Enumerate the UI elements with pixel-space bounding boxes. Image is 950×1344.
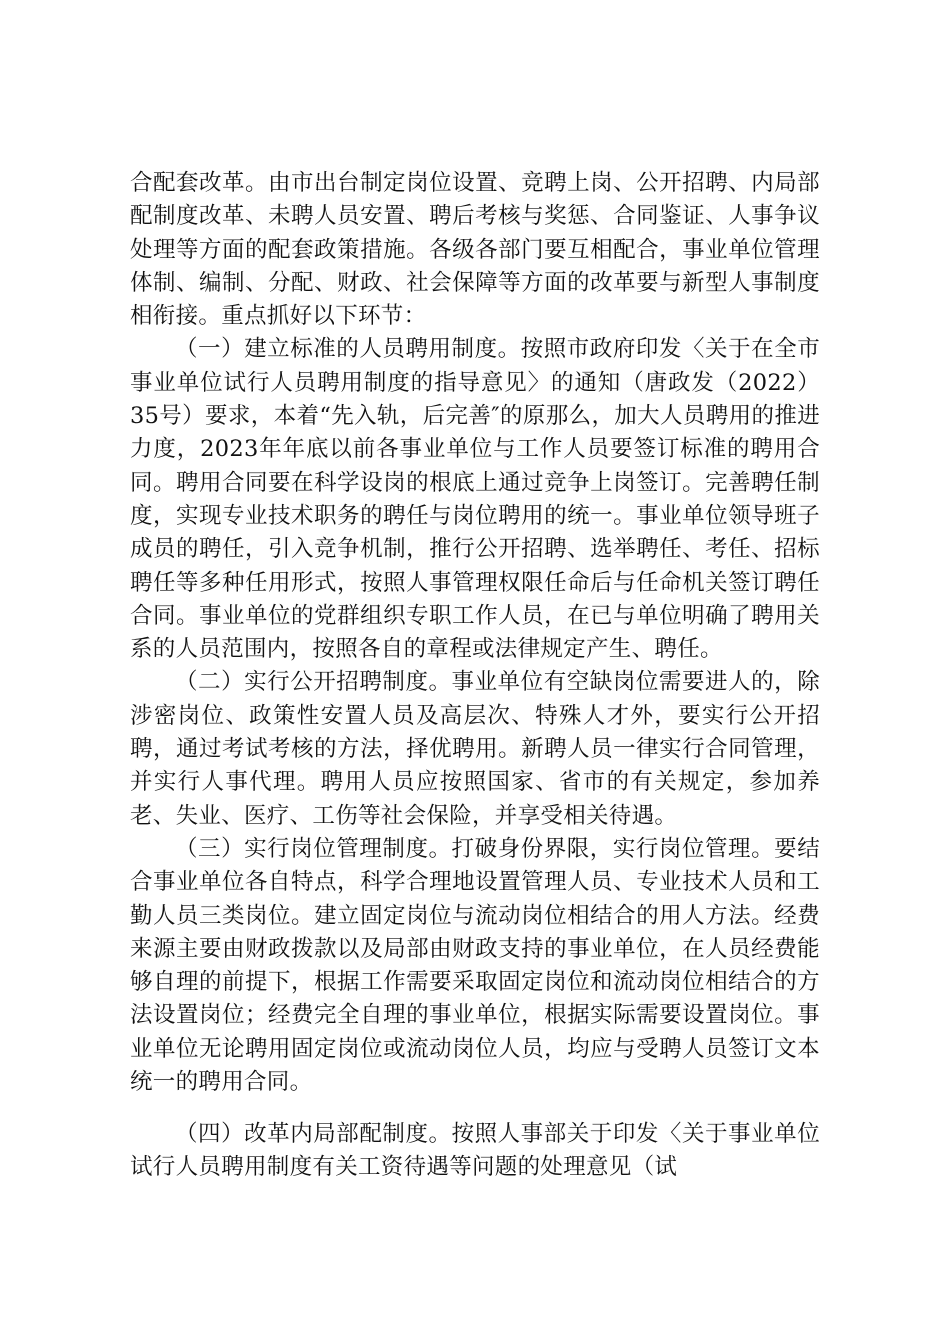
paragraph-section-3: （三）实行岗位管理制度。打破身份界限，实行岗位管理。要结合事业单位各自特点，科学合理地设置管理人员、专业技术人员和工勤人员三类岗位。建立固定岗位与流动岗位相结合的用人方法。经费来源主要由财政拨款以及局部由财政支持的事业单位，在人员经费能够自理的前提下，根据工作需要采取固定岗位和流动岗位相结合的方法设置岗位；经费完全自理的事业单位，根据实际需要设置岗位。事业单位无论聘用固定岗位或流动岗位人员，均应与受聘人员签订文本统一的聘用合同。	[130, 835, 820, 1096]
paragraph-section-2: （二）实行公开招聘制度。事业单位有空缺岗位需要进人的，除涉密岗位、政策性安置人员及高层次、特殊人才外，要实行公开招聘，通过考试考核的方法，择优聘用。新聘人员一律实行合同管理，并实行人事代理。聘用人员应按照国家、省市的有关规定，参加养老、失业、医疗、工伤等社会保险，并享受相关待遇。	[130, 669, 820, 829]
document-body	[130, 167, 820, 1099]
paragraph-section-1: （一）建立标准的人员聘用制度。按照市政府印发〈关于在全市事业单位试行人员聘用制度的指导意见〉的通知（唐政发（2022）35号）要求，本着“先入轨，后完善″的原那么，加大人员聘用的推进力度，2023年年底以前各事业单位与工作人员要签订标准的聘用合同。聘用合同要在科学设岗的根底上通过竞争上岗签订。完善聘任制度，实现专业技术职务的聘任与岗位聘用的统一。事业单位领导班子成员的聘任，引入竞争机制，推行公开招聘、选举聘任、考任、招标聘任等多种任用形式，按照人事管理权限任命后与任命机关签订聘任合同。事业单位的党群组织专职工作人员，在已与单位明确了聘用关系的人员范围内，按照各自的章程或法律规定产生、聘任。	[130, 336, 820, 663]
paragraph-continuation: 合配套改革。由市出台制定岗位设置、竞聘上岗、公开招聘、内局部配制度改革、未聘人员安置、聘后考核与奖惩、合同鉴证、人事争议处理等方面的配套政策措施。各级各部门要互相配合，事业单位管理体制、编制、分配、财政、社会保障等方面的改革要与新型人事制度相衔接。重点抓好以下环节：	[130, 170, 820, 330]
document-body-continued	[130, 1118, 820, 1185]
paragraph-section-4: （四）改革内局部配制度。按照人事部关于印发〈关于事业单位试行人员聘用制度有关工资待遇等问题的处理意见（试	[130, 1121, 820, 1181]
